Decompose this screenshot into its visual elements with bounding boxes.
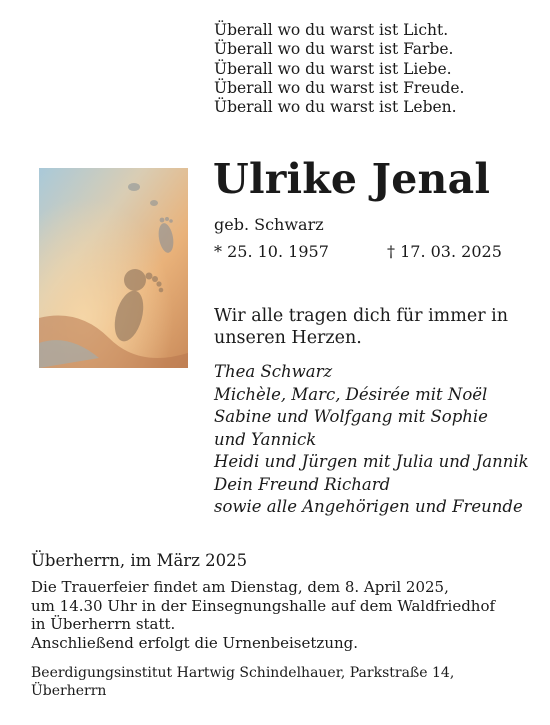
funeral-info-line: Die Trauerfeier findet am Dienstag, dem 8. April 2025, (31, 578, 449, 596)
funeral-home-line: Überherrn (31, 683, 107, 699)
poem-line: Überall wo du warst ist Liebe. (214, 59, 452, 78)
birth-date: * 25. 10. 1957 (214, 242, 329, 261)
birth-name: geb. Schwarz (214, 215, 324, 234)
mourner: Michèle, Marc, Désirée mit Noël (214, 384, 488, 404)
poem (214, 21, 534, 117)
mourners-list (214, 361, 534, 519)
tribute-text: Wir alle tragen dich für immer in unseren Herzen. (214, 306, 509, 348)
footprints-photo (39, 168, 188, 368)
place-date: Überherrn, im März 2025 (31, 551, 248, 570)
poem-line: Überall wo du warst ist Farbe. (214, 40, 454, 59)
funeral-home-line: Beerdigungsinstitut Hartwig Schindelhauer, Parkstraße 14, (31, 665, 455, 681)
funeral-info-line: in Überherrn statt. (31, 615, 176, 633)
funeral-home (31, 664, 531, 700)
mourner: Heidi und Jürgen mit Julia und Jannik (214, 452, 529, 471)
poem-line: Überall wo du warst ist Freude. (214, 78, 465, 97)
poem-line: Überall wo du warst ist Licht. (214, 21, 449, 39)
poem-line: Überall wo du warst ist Leben. (214, 98, 457, 117)
funeral-info (31, 578, 531, 652)
funeral-info-line: um 14.30 Uhr in der Einsegnungshalle auf dem Waldfriedhof (31, 596, 496, 615)
mourner: Dein Freund Richard (214, 474, 391, 494)
deceased-name: Ulrike Jenal (213, 155, 491, 203)
mourner: sowie alle Angehörigen und Freunde (214, 497, 523, 516)
mourner: und Yannick (214, 429, 317, 449)
death-date: † 17. 03. 2025 (387, 242, 502, 261)
footprints-image (39, 168, 188, 368)
mourner: Thea Schwarz (214, 362, 333, 381)
mourner: Sabine und Wolfgang mit Sophie (214, 407, 488, 426)
funeral-info-line: Anschließend erfolgt die Urnenbeisetzung. (31, 633, 359, 652)
